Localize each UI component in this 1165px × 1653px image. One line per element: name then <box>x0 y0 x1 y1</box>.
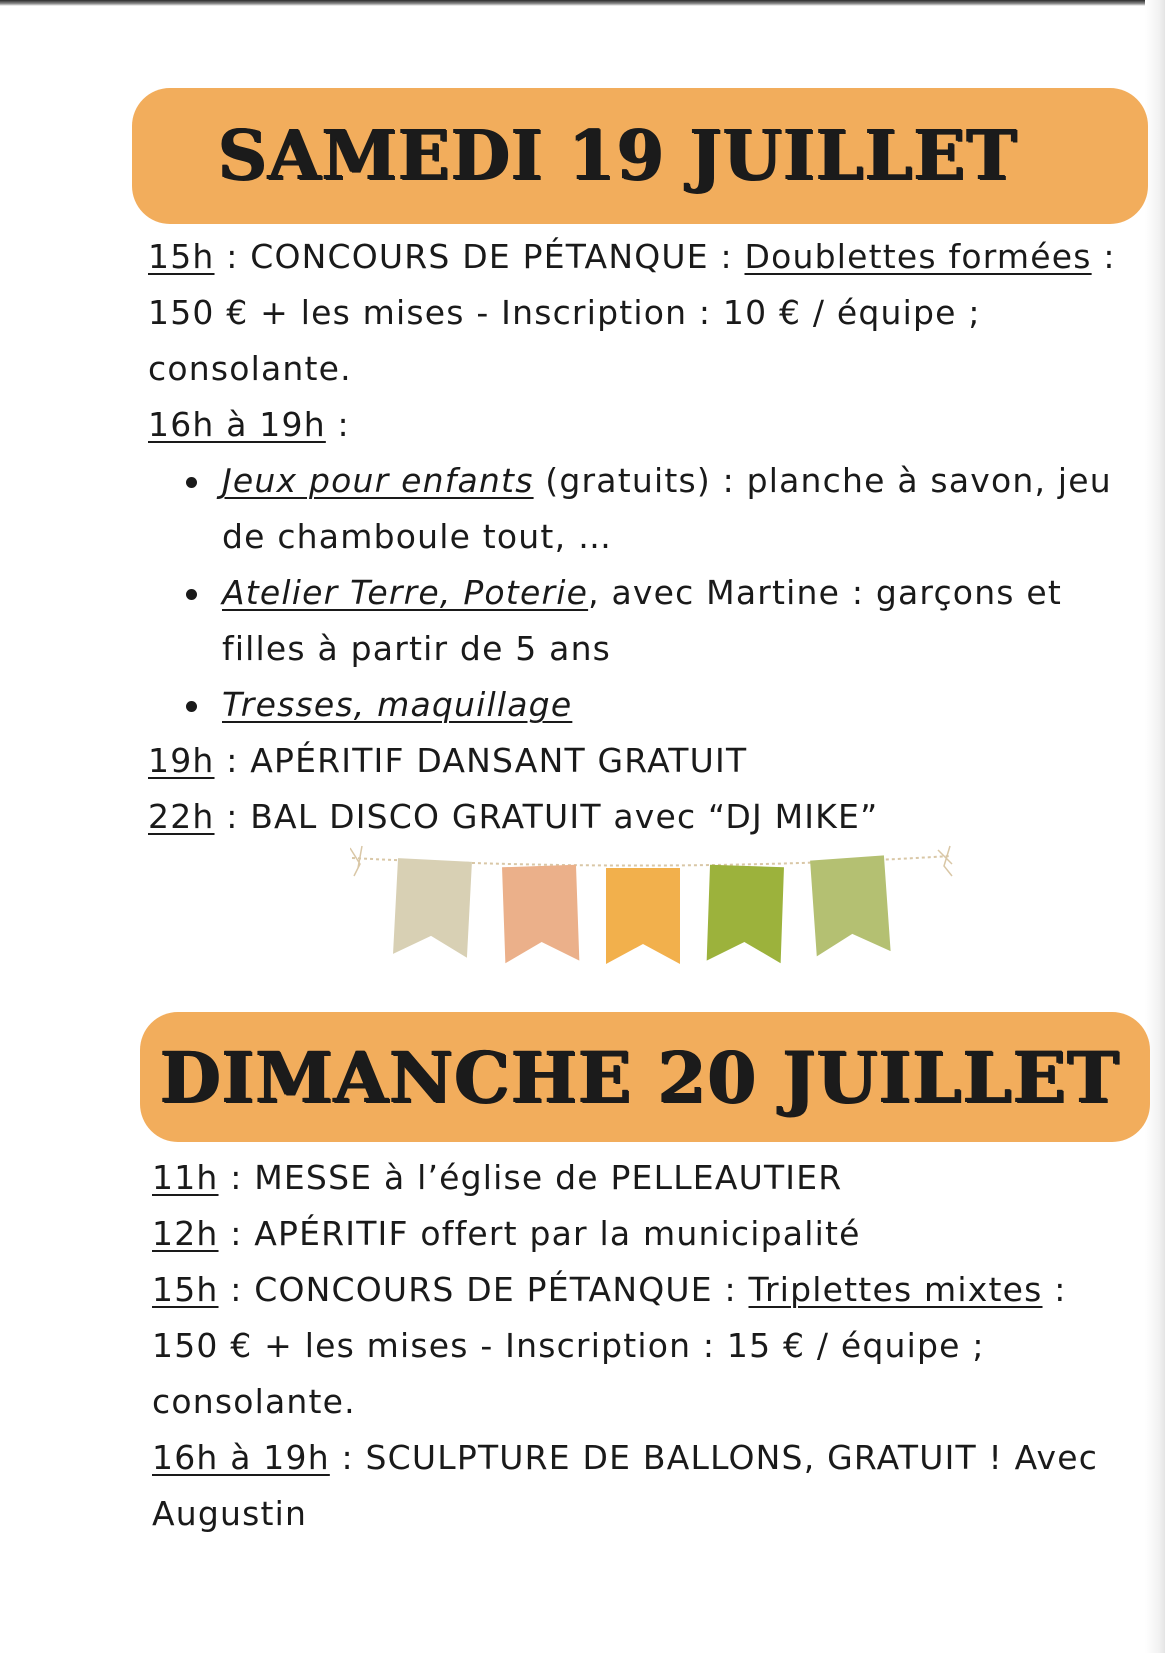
bunting-flag-4 <box>707 865 784 964</box>
sunday-title: DIMANCHE 20 JUILLET <box>160 1035 1121 1119</box>
bunting-flag-2 <box>502 865 579 964</box>
entry-text: : MESSE à l’église de PELLEAUTIER <box>218 1158 843 1197</box>
entry-time: 19h <box>148 741 215 780</box>
saturday-banner <box>132 88 1148 224</box>
entry-messe <box>152 1150 1142 1206</box>
saturday-program <box>148 229 1138 845</box>
bunting-flag-1 <box>393 858 472 958</box>
scan-right-edge <box>1145 0 1165 1653</box>
entry-afternoon-activities <box>148 397 1138 453</box>
bunting-flag-5 <box>810 855 891 956</box>
entry-text: : 150 € + les mises - Inscription : 10 € / équipe ; consolante. <box>148 237 1116 388</box>
entry-petanque-triplettes <box>152 1262 1142 1430</box>
sunday-banner <box>140 1012 1150 1142</box>
entry-time: 16h à 19h <box>148 405 326 444</box>
bunting-flags <box>393 855 891 964</box>
entry-time: 16h à 19h <box>152 1438 330 1477</box>
entry-text: : APÉRITIF DANSANT GRATUIT <box>214 741 748 780</box>
entry-petanque-doublettes <box>148 229 1138 397</box>
activity-title: Jeux pour enfants <box>222 461 534 500</box>
entry-time: 15h <box>148 237 215 276</box>
bunting-flag-3 <box>606 868 680 964</box>
bunting-garland <box>350 838 970 978</box>
entry-bal-disco <box>148 789 1138 845</box>
entry-format: Triplettes mixtes <box>748 1270 1043 1309</box>
entry-aperitif-dansant <box>148 733 1138 789</box>
sunday-program <box>152 1150 1142 1542</box>
activity-title: Tresses, maquillage <box>222 685 573 724</box>
scan-top-edge <box>0 0 1165 6</box>
entry-text: : <box>325 405 350 444</box>
entry-sculpture-ballons <box>152 1430 1142 1542</box>
activity-text: , avec Martine : garçons et filles à partir de 5 ans <box>222 573 1063 668</box>
entry-label: : CONCOURS DE PÉTANQUE : <box>218 1270 749 1309</box>
list-item-pottery-workshop <box>220 565 1138 677</box>
activities-list <box>148 453 1138 733</box>
entry-format: Doublettes formées <box>744 237 1092 276</box>
entry-label: : CONCOURS DE PÉTANQUE : <box>214 237 745 276</box>
entry-time: 15h <box>152 1270 219 1309</box>
entry-text: : BAL DISCO GRATUIT avec “DJ MIKE” <box>214 797 879 836</box>
entry-time: 11h <box>152 1158 219 1197</box>
entry-text: : APÉRITIF offert par la municipalité <box>218 1214 861 1253</box>
entry-aperitif-offert <box>152 1206 1142 1262</box>
entry-time: 22h <box>148 797 215 836</box>
list-item-children-games <box>220 453 1138 565</box>
entry-time: 12h <box>152 1214 219 1253</box>
saturday-title: SAMEDI 19 JUILLET <box>218 116 1019 196</box>
list-item-braids-makeup <box>220 677 1138 733</box>
entry-text: : SCULPTURE DE BALLONS, GRATUIT ! Avec Augustin <box>152 1438 1099 1533</box>
activity-text: (gratuits) : planche à savon, jeu de chamboule tout, … <box>222 461 1112 556</box>
activity-title: Atelier Terre, Poterie <box>222 573 589 612</box>
entry-text: : 150 € + les mises - Inscription : 15 € / équipe ; consolante. <box>152 1270 1067 1421</box>
